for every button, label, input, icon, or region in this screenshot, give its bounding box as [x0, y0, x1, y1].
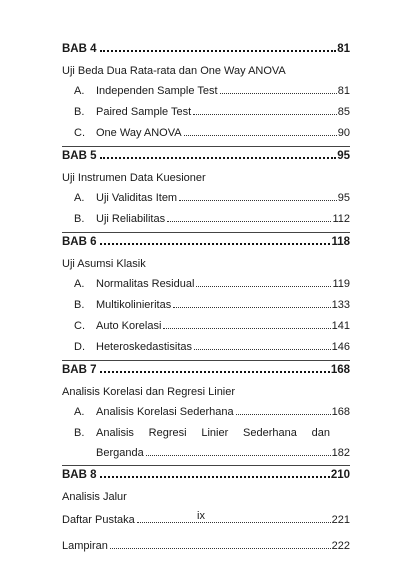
chapter-heading[interactable]: [62, 236, 350, 255]
toc-entry[interactable]: [62, 81, 350, 102]
table-of-contents: [62, 40, 350, 559]
chapter-heading[interactable]: [62, 469, 350, 488]
leader-dots: [110, 547, 331, 549]
toc-entry-multiline[interactable]: [62, 423, 350, 463]
entry-page: 133: [331, 299, 350, 311]
entry-word: Regresi: [148, 427, 187, 439]
entry-page: 112: [332, 213, 350, 225]
section-divider: [62, 232, 350, 233]
entry-label-line2: [96, 443, 350, 463]
entry-label: Normalitas Residual: [96, 278, 195, 290]
entry-label: Multikolinieritas: [96, 299, 172, 311]
entry-label: One Way ANOVA: [96, 127, 182, 139]
entry-letter: A.: [74, 192, 85, 204]
entry-word: Linier: [201, 427, 229, 439]
leader-dots: [163, 327, 330, 329]
entry-letter: A.: [74, 85, 85, 97]
entry-page: 168: [331, 406, 350, 418]
toc-entry[interactable]: [62, 102, 350, 123]
leader-dots: [173, 306, 330, 308]
leader-dots: [100, 156, 337, 159]
chapter-page: 210: [330, 469, 350, 481]
entry-label: Berganda: [96, 447, 144, 459]
chapter-page: 81: [337, 43, 350, 55]
entry-word: Analisis: [96, 427, 134, 439]
entry-label: Heteroskedastisitas: [96, 341, 192, 353]
entry-word: Sederhana: [243, 427, 297, 439]
leader-dots: [100, 49, 337, 52]
entry-label: Uji Reliabilitas: [96, 213, 166, 225]
entry-letter: B.: [74, 427, 85, 439]
leader-dots: [236, 413, 331, 415]
chapter-heading[interactable]: [62, 43, 350, 62]
toc-entry[interactable]: [62, 123, 350, 144]
entry-page: 182: [331, 447, 350, 459]
toc-entry[interactable]: [62, 274, 350, 295]
chapter-page: 168: [330, 364, 350, 376]
entry-label: Auto Korelasi: [96, 320, 162, 332]
leader-dots: [146, 454, 331, 456]
entry-letter: B.: [74, 299, 85, 311]
entry-letter: A.: [74, 278, 85, 290]
entry-label-line1: [96, 423, 330, 443]
leader-dots: [100, 475, 330, 478]
chapter-heading[interactable]: [62, 364, 350, 383]
entry-page: 146: [331, 341, 350, 353]
toc-entry[interactable]: [62, 316, 350, 337]
chapter-subtitle: Uji Asumsi Klasik: [62, 258, 146, 270]
toc-entry[interactable]: [62, 188, 350, 209]
entry-page: 141: [331, 320, 350, 332]
leader-dots: [100, 242, 331, 245]
section-divider: [62, 360, 350, 361]
chapter-subtitle: Analisis Korelasi dan Regresi Linier: [62, 386, 236, 398]
entry-page: 95: [337, 192, 350, 204]
leader-dots: [184, 134, 337, 136]
entry-label: Uji Validitas Item: [96, 192, 178, 204]
chapter-title: BAB 8: [62, 469, 97, 481]
toc-entry[interactable]: [62, 295, 350, 316]
page-number: ix: [197, 510, 205, 522]
toc-entry[interactable]: [62, 337, 350, 358]
chapter-heading[interactable]: [62, 150, 350, 169]
chapter-page: 95: [337, 150, 350, 162]
entry-page: 90: [337, 127, 350, 139]
chapter-subtitle: Uji Beda Dua Rata-rata dan One Way ANOVA: [62, 65, 286, 77]
toc-entry[interactable]: [62, 209, 350, 230]
entry-page: 81: [337, 85, 350, 97]
chapter-title: BAB 4: [62, 43, 97, 55]
toc-entry-lampiran[interactable]: [62, 533, 350, 559]
leader-dots: [179, 199, 337, 201]
chapter-title: BAB 5: [62, 150, 97, 162]
chapter-title: BAB 6: [62, 236, 97, 248]
chapter-page: 118: [331, 236, 350, 248]
entry-letter: D.: [74, 341, 85, 353]
leader-dots: [193, 113, 337, 115]
entry-letter: A.: [74, 406, 85, 418]
chapter-title: BAB 7: [62, 364, 97, 376]
entry-page: 85: [337, 106, 350, 118]
leader-dots: [196, 285, 331, 287]
entry-page: 119: [332, 278, 350, 290]
entry-page: 221: [331, 514, 350, 526]
chapter-subtitle: Analisis Jalur: [62, 491, 127, 503]
section-divider: [62, 465, 350, 466]
entry-label: Paired Sample Test: [96, 106, 192, 118]
entry-letter: B.: [74, 213, 85, 225]
entry-label: Lampiran: [62, 540, 108, 552]
leader-dots: [220, 92, 337, 94]
entry-label: Daftar Pustaka: [62, 514, 135, 526]
entry-page: 222: [331, 540, 350, 552]
leader-dots: [167, 220, 331, 222]
entry-word: dan: [311, 427, 330, 439]
entry-letter: C.: [74, 127, 85, 139]
chapter-subtitle: Uji Instrumen Data Kuesioner: [62, 172, 206, 184]
entry-letter: C.: [74, 320, 85, 332]
section-divider: [62, 146, 350, 147]
entry-label: Analisis Korelasi Sederhana: [96, 406, 234, 418]
entry-letter: B.: [74, 106, 85, 118]
leader-dots: [100, 370, 330, 373]
entry-label: Independen Sample Test: [96, 85, 218, 97]
toc-entry[interactable]: [62, 402, 350, 423]
leader-dots: [194, 348, 331, 350]
